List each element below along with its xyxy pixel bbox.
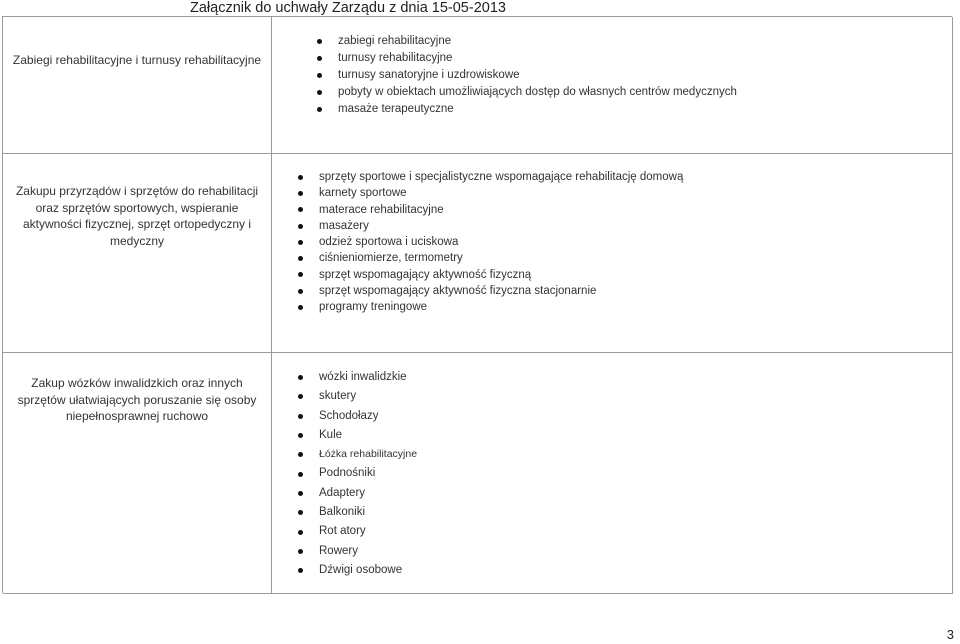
bullet-icon <box>298 175 303 180</box>
list-item: wózki inwalidzkie <box>319 368 417 387</box>
list-item: Rowery <box>319 542 417 561</box>
item-list <box>319 169 683 316</box>
list-item: programy treningowe <box>319 299 683 315</box>
bullet-icon <box>298 394 303 399</box>
page-number: 3 <box>946 627 954 642</box>
category-cell <box>3 17 272 153</box>
bullet-icon <box>317 107 322 112</box>
category-label: Zakupu przyrządów i sprzętów do rehabilitacji oraz sprzętów sportowych, wspieranie aktywności fizycznej, sprzęt ortopedyczny i medyczny <box>15 184 259 248</box>
list-item: Rot atory <box>319 522 417 541</box>
category-label: Zakup wózków inwalidzkich oraz innych sprzętów ułatwiających poruszanie się osoby niepełnosprawnej ruchowo <box>17 376 257 423</box>
category-cell <box>3 353 272 593</box>
list-item: karnety sportowe <box>319 185 683 201</box>
bullet-icon <box>298 510 303 515</box>
item-list <box>319 368 417 580</box>
list-item: odzież sportowa i uciskowa <box>319 234 683 250</box>
bullet-icon <box>298 414 303 419</box>
list-item: sprzęty sportowe i specjalistyczne wspomagające rehabilitację domową <box>319 169 683 185</box>
list-item: skutery <box>319 387 417 406</box>
bullet-icon <box>298 207 303 212</box>
list-item: Adaptery <box>319 484 417 503</box>
bullet-icon <box>298 568 303 573</box>
bullet-icon <box>317 90 322 95</box>
list-item: pobyty w obiektach umożliwiających dostęp do własnych centrów medycznych <box>338 84 737 101</box>
bullet-icon <box>298 472 303 477</box>
bullet-icon <box>298 530 303 535</box>
list-item: masażery <box>319 218 683 234</box>
list-item: zabiegi rehabilitacyjne <box>338 33 737 50</box>
list-item: Łóżka rehabilitacyjne <box>319 445 417 464</box>
bullet-icon <box>317 73 322 78</box>
list-item: Podnośniki <box>319 464 417 483</box>
list-item: sprzęt wspomagający aktywność fizyczną <box>319 267 683 283</box>
items-cell <box>272 154 953 352</box>
bullet-icon <box>298 272 303 277</box>
bullet-icon <box>298 452 303 457</box>
document-header: Załącznik do uchwały Zarządu z dnia 15-05-2013 <box>190 0 506 16</box>
bullet-icon <box>298 224 303 229</box>
bullet-icon <box>317 39 322 44</box>
items-cell <box>272 17 953 153</box>
table-row <box>3 17 953 154</box>
bullet-icon <box>298 256 303 261</box>
list-item: sprzęt wspomagający aktywność fizyczna stacjonarnie <box>319 283 683 299</box>
list-item: Kule <box>319 426 417 445</box>
list-item: materace rehabilitacyjne <box>319 202 683 218</box>
table-row <box>3 353 953 594</box>
list-item: turnusy rehabilitacyjne <box>338 50 737 67</box>
bullet-icon <box>317 56 322 61</box>
bullet-icon <box>298 191 303 196</box>
list-item: ciśnieniomierze, termometry <box>319 250 683 266</box>
bullet-icon <box>298 433 303 438</box>
bullet-icon <box>298 491 303 496</box>
category-cell <box>3 154 272 352</box>
benefits-table <box>2 16 952 593</box>
item-list <box>338 33 737 118</box>
bullet-icon <box>298 375 303 380</box>
bullet-icon <box>298 240 303 245</box>
list-item: masaże terapeutyczne <box>338 101 737 118</box>
list-item: Schodołazy <box>319 407 417 426</box>
list-item: Balkoniki <box>319 503 417 522</box>
bullet-icon <box>298 289 303 294</box>
bullet-icon <box>298 549 303 554</box>
list-item: Dźwigi osobowe <box>319 561 417 580</box>
items-cell <box>272 353 953 593</box>
bullet-icon <box>298 305 303 310</box>
table-row <box>3 154 953 353</box>
list-item: turnusy sanatoryjne i uzdrowiskowe <box>338 67 737 84</box>
category-label: Zabiegi rehabilitacyjne i turnusy rehabilitacyjne <box>12 53 262 67</box>
